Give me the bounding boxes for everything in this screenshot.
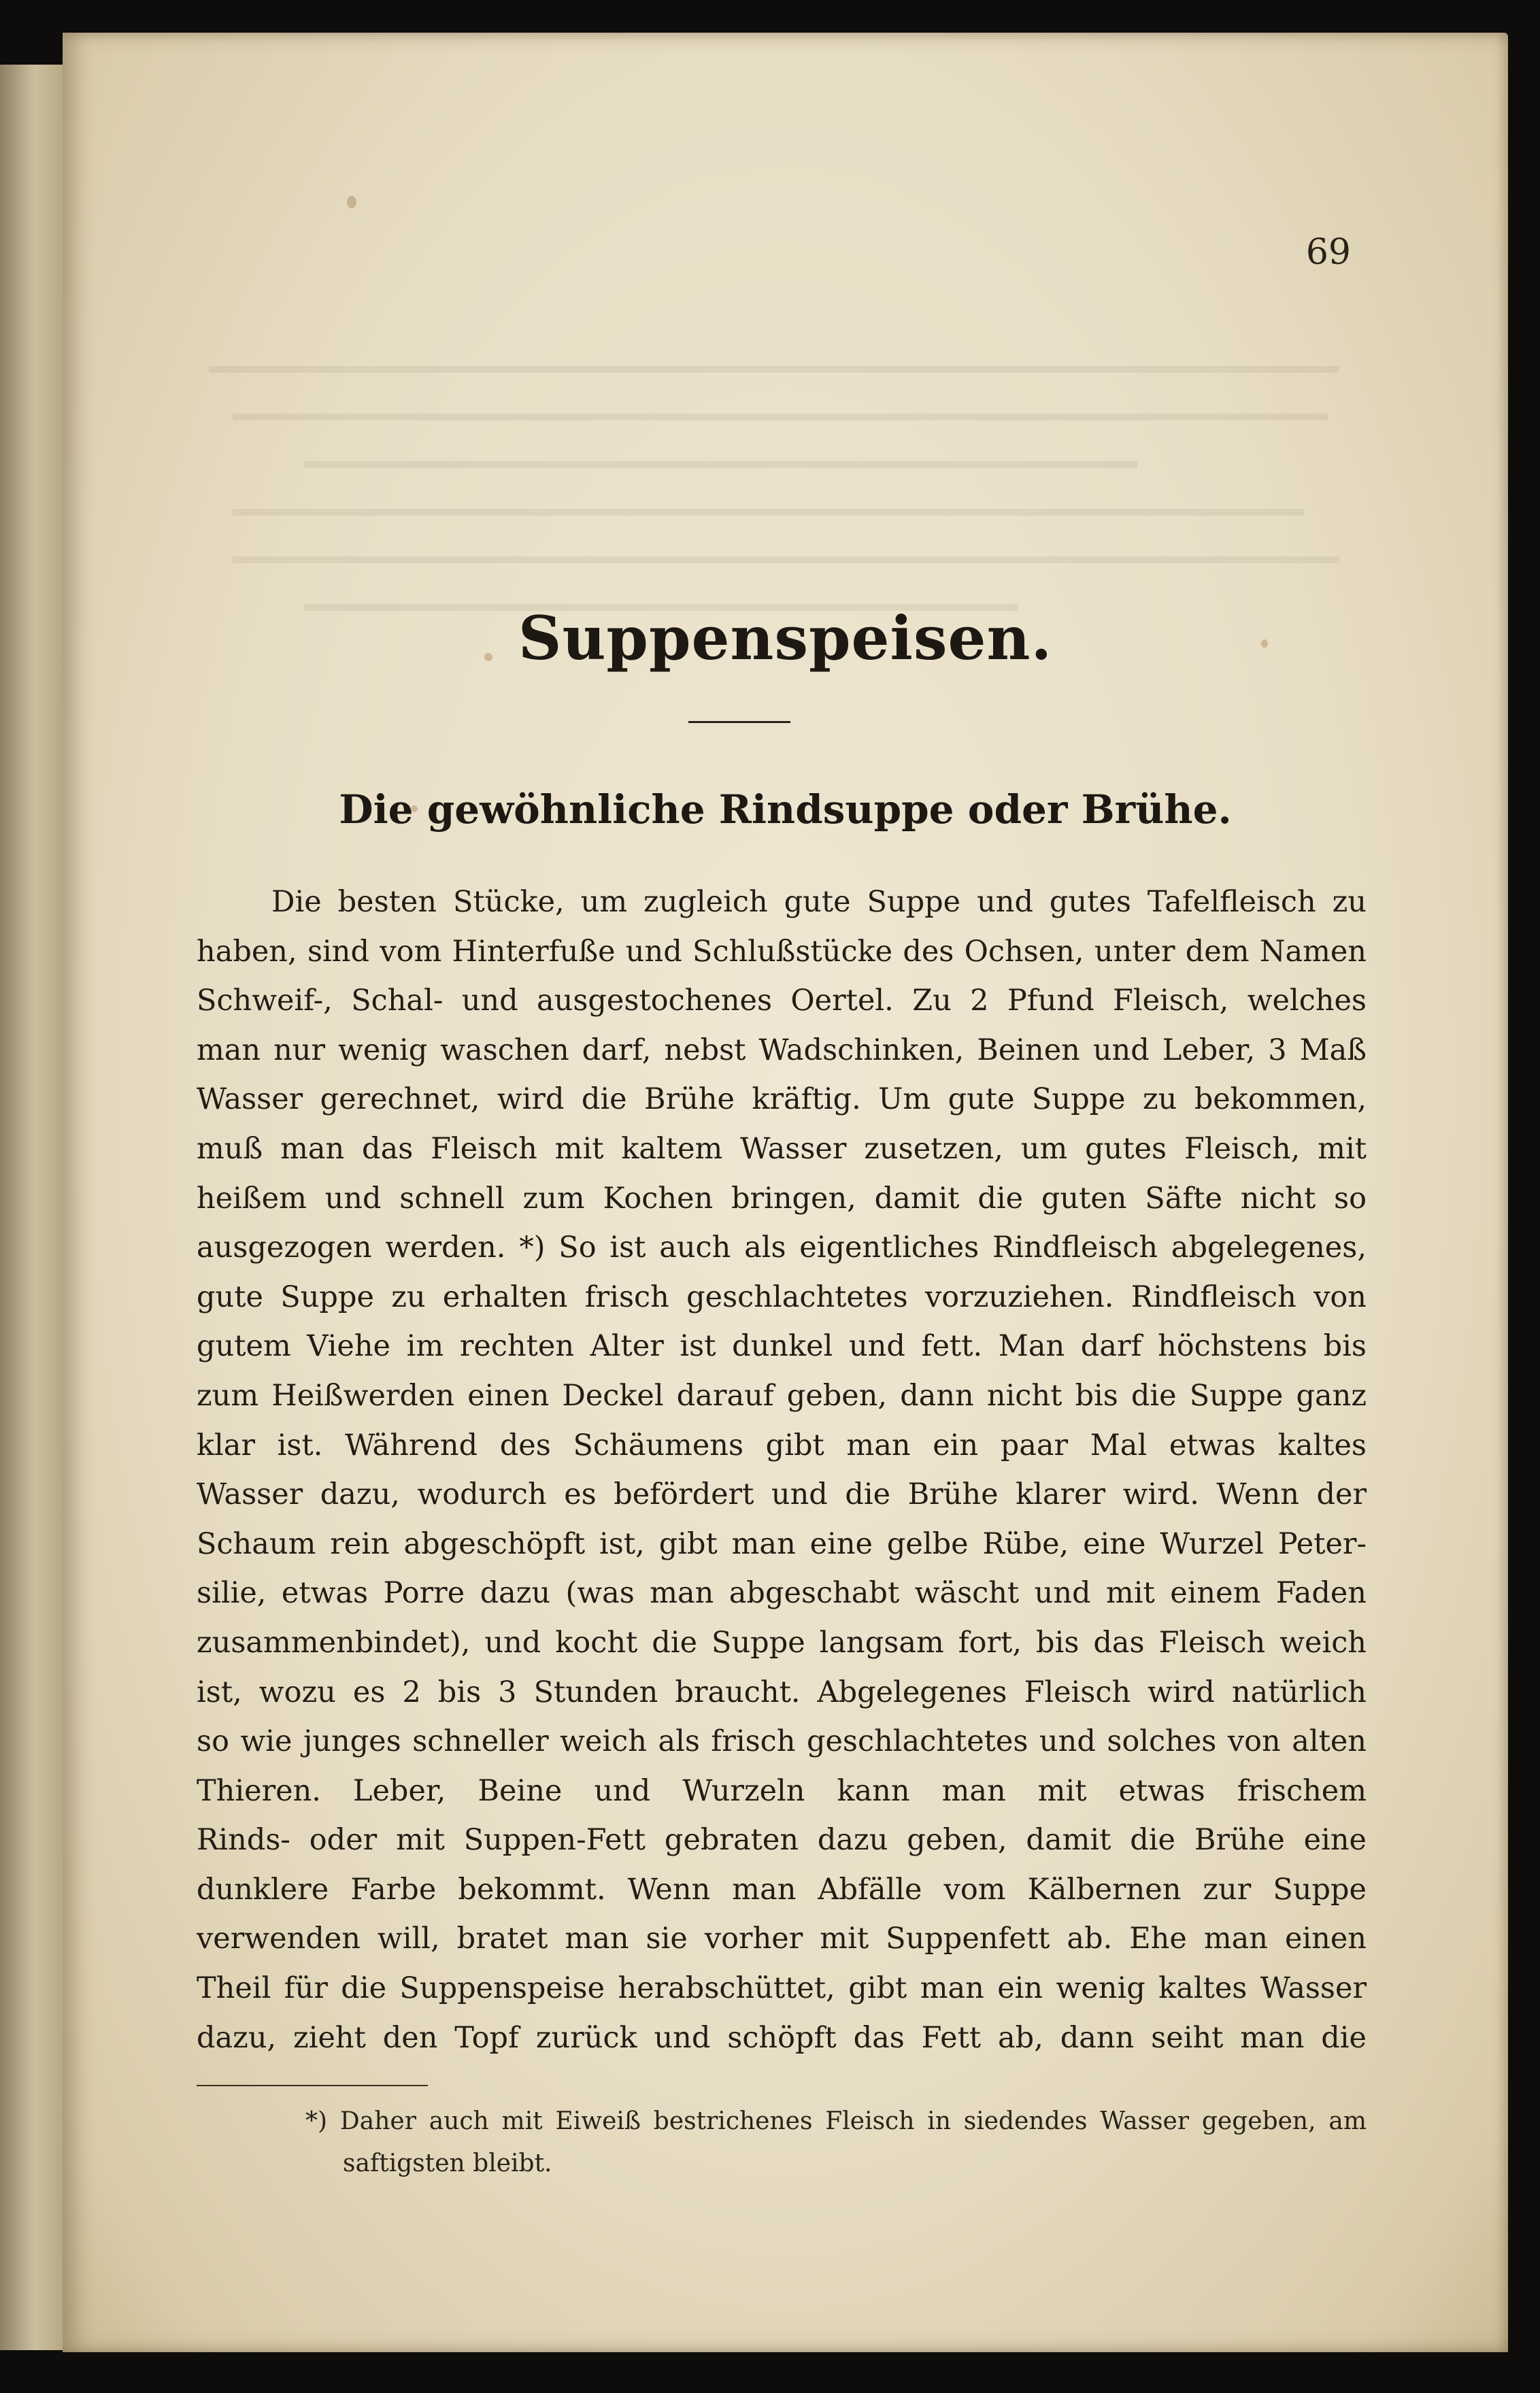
body-line: ist, wozu es 2 bis 3 Stunden braucht. Abgelegenes Fleisch wird natürlich [197, 1675, 1367, 1709]
title-divider [688, 721, 790, 723]
page-number: 69 [1305, 232, 1351, 273]
footnote [197, 2101, 1367, 2185]
body-line: Die besten Stücke, um zugleich gute Suppe und gutes Tafelfleisch zu [271, 885, 1367, 919]
body-line: muß man das Fleisch mit kaltem Wasser zusetzen, um gutes Fleisch, mit [197, 1131, 1367, 1166]
footnote-divider [197, 2085, 428, 2086]
previous-page-edge [0, 65, 63, 2350]
body-line: gute Suppe zu erhalten frisch geschlachtetes vorzuziehen. Rindfleisch von [197, 1279, 1367, 1314]
body-line: heißem und schnell zum Kochen bringen, damit die guten Säfte nicht so [197, 1181, 1367, 1216]
body-line: Schweif-, Schal- und ausgestochenes Oertel. Zu 2 Pfund Fleisch, welches [197, 984, 1367, 1018]
body-line: silie, etwas Porre dazu (was man abgeschabt wäscht und mit einem Faden [197, 1576, 1367, 1611]
body-line: Wasser dazu, wodurch es befördert und die Brühe klarer wird. Wenn der [197, 1477, 1367, 1512]
body-line: man nur wenig waschen darf, nebst Wadschinken, Beinen und Leber, 3 Maß [197, 1033, 1367, 1067]
body-line: so wie junges schneller weich als frisch geschlachtetes und solches von alten [197, 1724, 1367, 1759]
body-line: Rinds- oder mit Suppen-Fett gebraten dazu geben, damit die Brühe eine [197, 1823, 1367, 1858]
body-line: zum Heißwerden einen Deckel darauf geben, dann nicht bis die Suppe ganz [197, 1378, 1367, 1413]
foxing-spot [411, 805, 418, 812]
bleed-through-top [185, 325, 1375, 611]
body-line: Thieren. Leber, Beine und Wurzeln kann man mit etwas frischem [197, 1773, 1367, 1808]
footnote-line: saftigsten bleibt. [343, 2149, 552, 2177]
foxing-spot [484, 653, 492, 661]
body-line: dunklere Farbe bekommt. Wenn man Abfälle vom Kälbernen zur Suppe [197, 1872, 1367, 1907]
body-line: Theil für die Suppenspeise herabschüttet, gibt man ein wenig kaltes Wasser [197, 1971, 1367, 2006]
body-line: gutem Viehe im rechten Alter ist dunkel und fett. Man darf höchstens bis [197, 1329, 1367, 1364]
body-line: dazu, zieht den Topf zurück und schöpft das Fett ab, dann seiht man die [197, 2020, 1367, 2055]
body-line: haben, sind vom Hinterfuße und Schlußstücke des Ochsen, unter dem Namen [197, 934, 1367, 969]
foxing-spot [347, 196, 356, 208]
book-page [63, 33, 1508, 2352]
recipe-title: Die gewöhnliche Rindsuppe oder Brühe. [339, 786, 1232, 833]
body-line: klar ist. Während des Schäumens gibt man ein paar Mal etwas kaltes [197, 1428, 1367, 1462]
body-line: ausgezogen werden. *) So ist auch als eigentliches Rindfleisch abgelegenes, [197, 1231, 1367, 1265]
foxing-spot [1261, 639, 1268, 648]
body-line: Wasser gerechnet, wird die Brühe kräftig. Um gute Suppe zu bekommen, [197, 1082, 1367, 1117]
section-title: Suppenspeisen. [518, 603, 1053, 673]
footnote-line: *) Daher auch mit Eiweiß bestrichenes Fleisch in siedendes Wasser gegeben, am [305, 2107, 1367, 2135]
body-line: zusammenbindet), und kocht die Suppe langsam fort, bis das Fleisch weich [197, 1625, 1367, 1660]
body-text [197, 877, 1367, 2062]
body-line: Schaum rein abgeschöpft ist, gibt man eine gelbe Rübe, eine Wurzel Peter- [197, 1526, 1367, 1561]
body-line: verwenden will, bratet man sie vorher mit Suppenfett ab. Ehe man einen [197, 1922, 1367, 1956]
